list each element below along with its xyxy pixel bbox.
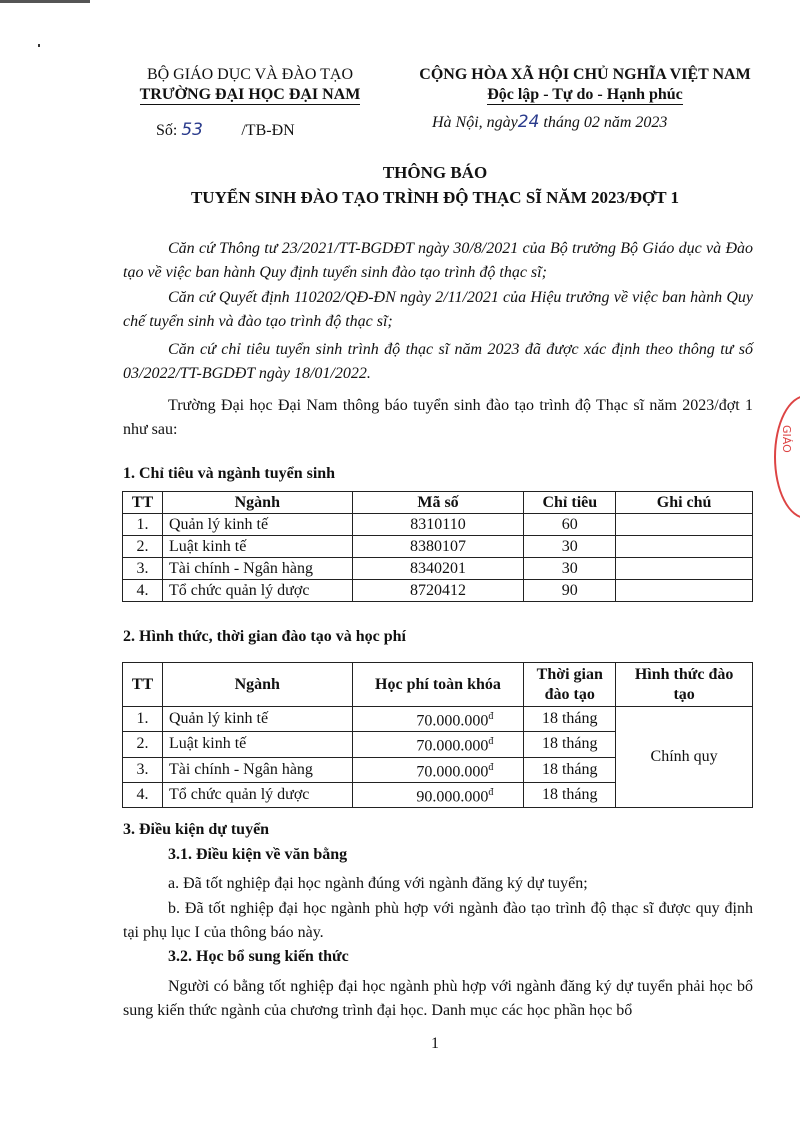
tuition-table	[122, 662, 753, 808]
cell-nganh: Quản lý kinh tế	[162, 514, 352, 536]
page-number: 1	[431, 1035, 439, 1052]
cell-tt: 2.	[123, 536, 163, 558]
cell-nganh: Tổ chức quản lý dược	[162, 580, 352, 602]
scan-speck	[38, 44, 40, 47]
motto-text: Độc lập - Tự do - Hạnh phúc	[487, 86, 683, 103]
col-header-chi-tieu: Chỉ tiêu	[524, 492, 616, 514]
table-row	[123, 580, 753, 602]
cell-hoc-phi	[352, 757, 524, 782]
table-row	[123, 558, 753, 580]
date-day-handwritten: 24	[517, 112, 540, 132]
col-header-nganh: Ngành	[162, 663, 352, 707]
number-suffix: /TB-ĐN	[241, 122, 295, 139]
cell-ma-so: 8380107	[352, 536, 524, 558]
scan-edge-mark	[0, 0, 90, 3]
table-header-row	[123, 492, 753, 514]
currency-sup: đ	[488, 786, 494, 798]
date-suffix: tháng 02 năm 2023	[543, 114, 668, 131]
condition-b: b. Đã tốt nghiệp đại học ngành phù hợp với ngành đào tạo trình độ thạc sĩ được quy định tại phụ lục I của thông báo này.	[123, 900, 753, 941]
basis-paragraph-2: Căn cứ Quyết định 110202/QĐ-ĐN ngày 2/11/2021 của Hiệu trưởng về việc ban hành Quy chế tuyển sinh và đào tạo trình độ thạc sĩ;	[123, 289, 753, 330]
cell-thoi-gian: 18 tháng	[524, 707, 616, 732]
col-header-hoc-phi: Học phí toàn khóa	[352, 663, 524, 707]
table-row	[123, 707, 753, 732]
cell-ghi-chu	[616, 580, 753, 602]
col-header-hinh-thuc: Hình thức đào tạo	[616, 663, 753, 707]
col-header-ma-so: Mã số	[352, 492, 524, 514]
cell-ma-so: 8310110	[352, 514, 524, 536]
currency-sup: đ	[488, 761, 494, 773]
cell-tt: 4.	[123, 782, 163, 807]
cell-chi-tieu: 90	[524, 580, 616, 602]
supplementary-paragraph: Người có bằng tốt nghiệp đại học ngành phù hợp với ngành đăng ký dự tuyển phải học bổ sung kiến thức ngành của chương trình đại học. Danh mục các học phần học bổ	[123, 978, 753, 1019]
fee-amount: 70.000.000	[416, 737, 489, 755]
currency-sup: đ	[488, 711, 494, 722]
cell-nganh: Tài chính - Ngân hàng	[162, 757, 352, 782]
cell-nganh: Luật kinh tế	[162, 536, 352, 558]
section-1-heading: 1. Chỉ tiêu và ngành tuyển sinh	[123, 465, 336, 482]
cell-ma-so: 8340201	[352, 558, 524, 580]
motto	[395, 86, 775, 104]
cell-hoc-phi	[352, 782, 524, 807]
cell-hinh-thuc: Chính quy	[616, 707, 753, 808]
fee-amount: 90.000.000	[416, 788, 489, 806]
table-header-row	[123, 663, 753, 707]
cell-ghi-chu	[616, 514, 753, 536]
basis-paragraph-1: Căn cứ Thông tư 23/2021/TT-BGDĐT ngày 30/8/2021 của Bộ trưởng Bộ Giáo dục và Đào tạo về việc ban hành Quy định tuyển sinh đào tạo trình độ thạc sĩ;	[123, 240, 753, 281]
doc-subtitle: TUYỂN SINH ĐÀO TẠO TRÌNH ĐỘ THẠC SĨ NĂM 2023/ĐỢT 1	[190, 188, 680, 207]
official-stamp	[774, 395, 800, 519]
col-header-thoi-gian: Thời gian đào tạo	[524, 663, 616, 707]
cell-hoc-phi	[352, 707, 524, 732]
stamp-text: GIÁO	[780, 425, 793, 453]
fee-amount: 70.000.000	[416, 712, 489, 730]
cell-tt: 3.	[123, 558, 163, 580]
section-2-heading: 2. Hình thức, thời gian đào tạo và học phí	[123, 628, 406, 645]
subsection-3-1-heading: 3.1. Điều kiện về văn bằng	[168, 846, 348, 863]
col-header-tt: TT	[123, 492, 163, 514]
basis-paragraph-3: Căn cứ chỉ tiêu tuyển sinh trình độ thạc sĩ năm 2023 đã được xác định theo thông tư số 03/2022/TT-BGDĐT ngày 18/01/2022.	[123, 341, 753, 382]
cell-ma-so: 8720412	[352, 580, 524, 602]
cell-ghi-chu	[616, 558, 753, 580]
ministry-name: BỘ GIÁO DỤC VÀ ĐÀO TẠO	[146, 66, 354, 83]
issue-date	[432, 112, 667, 132]
col-header-nganh: Ngành	[162, 492, 352, 514]
cell-thoi-gian: 18 tháng	[524, 757, 616, 782]
university-name-text: TRƯỜNG ĐẠI HỌC ĐẠI NAM	[139, 86, 361, 103]
cell-nganh: Quản lý kinh tế	[162, 707, 352, 732]
cell-nganh: Tổ chức quản lý dược	[162, 782, 352, 807]
date-prefix: Hà Nội, ngày	[432, 114, 518, 131]
cell-tt: 3.	[123, 757, 163, 782]
quota-table	[122, 491, 753, 602]
cell-nganh: Luật kinh tế	[162, 732, 352, 757]
condition-a: a. Đã tốt nghiệp đại học ngành đúng với ngành đăng ký dự tuyển;	[168, 875, 588, 892]
cell-chi-tieu: 30	[524, 536, 616, 558]
section-3-heading: 3. Điều kiện dự tuyển	[123, 821, 270, 838]
cell-hoc-phi	[352, 732, 524, 757]
cell-tt: 4.	[123, 580, 163, 602]
number-handwritten: 53	[181, 120, 203, 140]
cell-tt: 1.	[123, 707, 163, 732]
col-header-tt: TT	[123, 663, 163, 707]
cell-chi-tieu: 30	[524, 558, 616, 580]
cell-thoi-gian: 18 tháng	[524, 782, 616, 807]
col-header-ghi-chu: Ghi chú	[616, 492, 753, 514]
doc-title: THÔNG BÁO	[382, 163, 488, 182]
cell-nganh: Tài chính - Ngân hàng	[162, 558, 352, 580]
currency-sup: đ	[488, 736, 494, 748]
subsection-3-2-heading: 3.2. Học bổ sung kiến thức	[168, 948, 349, 965]
cell-tt: 2.	[123, 732, 163, 757]
document-number	[156, 120, 295, 140]
cell-ghi-chu	[616, 536, 753, 558]
fee-amount: 70.000.000	[416, 762, 489, 780]
table-row	[123, 536, 753, 558]
number-label: Số:	[156, 122, 178, 139]
table-row	[123, 514, 753, 536]
university-name	[110, 86, 390, 104]
cell-chi-tieu: 60	[524, 514, 616, 536]
cell-thoi-gian: 18 tháng	[524, 732, 616, 757]
country-name: CỘNG HÒA XÃ HỘI CHỦ NGHĨA VIỆT NAM	[419, 66, 751, 83]
announcement-paragraph: Trường Đại học Đại Nam thông báo tuyển sinh đào tạo trình độ Thạc sĩ năm 2023/đợt 1 như sau:	[123, 397, 753, 438]
cell-tt: 1.	[123, 514, 163, 536]
